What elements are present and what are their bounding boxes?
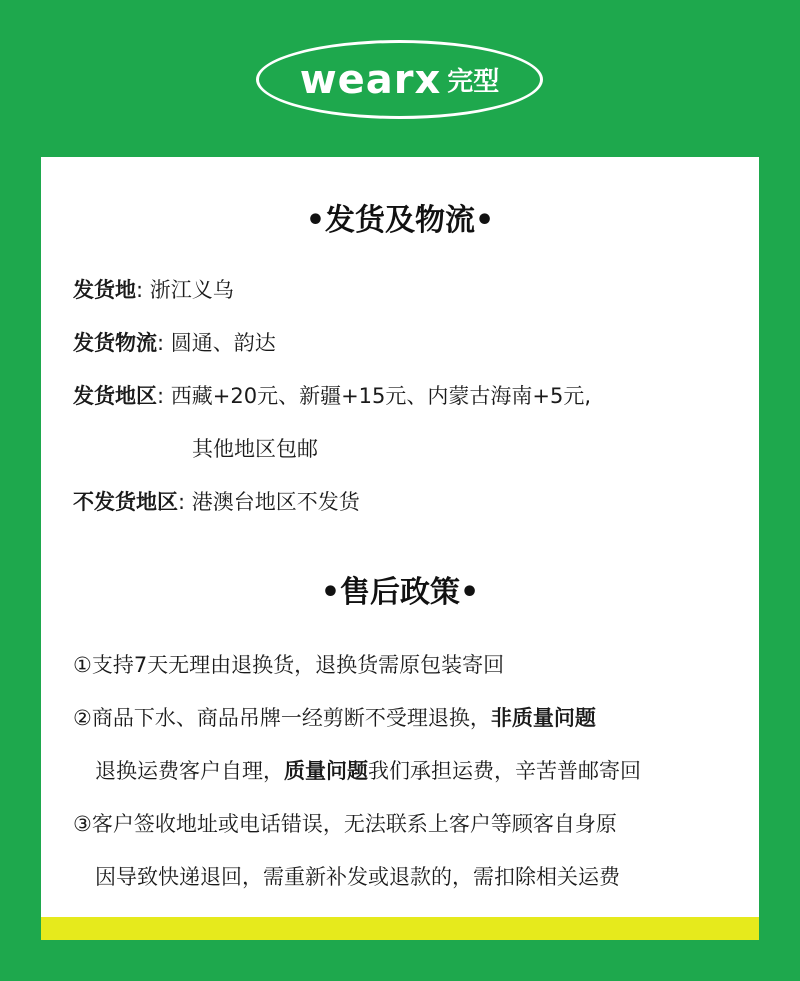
accent-bar [41, 917, 759, 940]
policy-item-2-text-c: 退换运费客户自理， [95, 759, 284, 783]
brand-logo [256, 40, 543, 119]
shipping-excluded-row [73, 486, 360, 516]
policy-item-2-emphasis-b: 质量问题 [284, 759, 368, 783]
shipping-carrier-value: 圆通、韵达 [170, 331, 276, 355]
after-sales-title: •售后政策• [320, 575, 480, 610]
brand-suffix: 完型 [447, 67, 500, 97]
policy-item-3: ③客户签收地址或电话错误，无法联系上客户等顾客自身原 [73, 812, 617, 836]
policy-item-2-text-e: 我们承担运费，辛苦普邮寄回 [368, 759, 641, 783]
policy-item-3-cont: 因导致快递退回，需重新补发或退款的，需扣除相关运费 [95, 865, 620, 889]
shipping-carrier-row [73, 327, 276, 357]
shipping-title: •发货及物流• [305, 203, 495, 238]
shipping-carrier-label: 发货物流 [73, 331, 157, 355]
shipping-region-sep: : [157, 384, 171, 408]
shipping-region-row-cont: 其他地区包邮 [192, 437, 318, 461]
brand-name: wearx [299, 56, 442, 103]
shipping-excluded-value: 港澳台地区不发货 [191, 490, 360, 514]
shipping-origin-row [73, 274, 234, 304]
shipping-region-label: 发货地区 [73, 384, 157, 408]
policy-item-2-emphasis-a: 非质量问题 [490, 706, 596, 730]
shipping-region-row [73, 380, 591, 410]
policy-item-1: ①支持7天无理由退换货，退换货需原包装寄回 [73, 653, 505, 677]
shipping-origin-label: 发货地 [73, 278, 136, 302]
shipping-excluded-label: 不发货地区 [73, 490, 178, 514]
policy-item-2 [73, 702, 596, 732]
shipping-excluded-sep: : [178, 490, 192, 514]
shipping-region-value: 西藏+20元、新疆+15元、内蒙古海南+5元, [170, 384, 592, 408]
policy-item-2-cont [95, 755, 641, 785]
shipping-carrier-sep: : [157, 331, 171, 355]
info-panel [41, 157, 759, 940]
policy-item-2-text-a: ②商品下水、商品吊牌一经剪断不受理退换， [73, 706, 491, 730]
shipping-origin-sep: : [136, 278, 150, 302]
shipping-origin-value: 浙江义乌 [149, 278, 234, 302]
